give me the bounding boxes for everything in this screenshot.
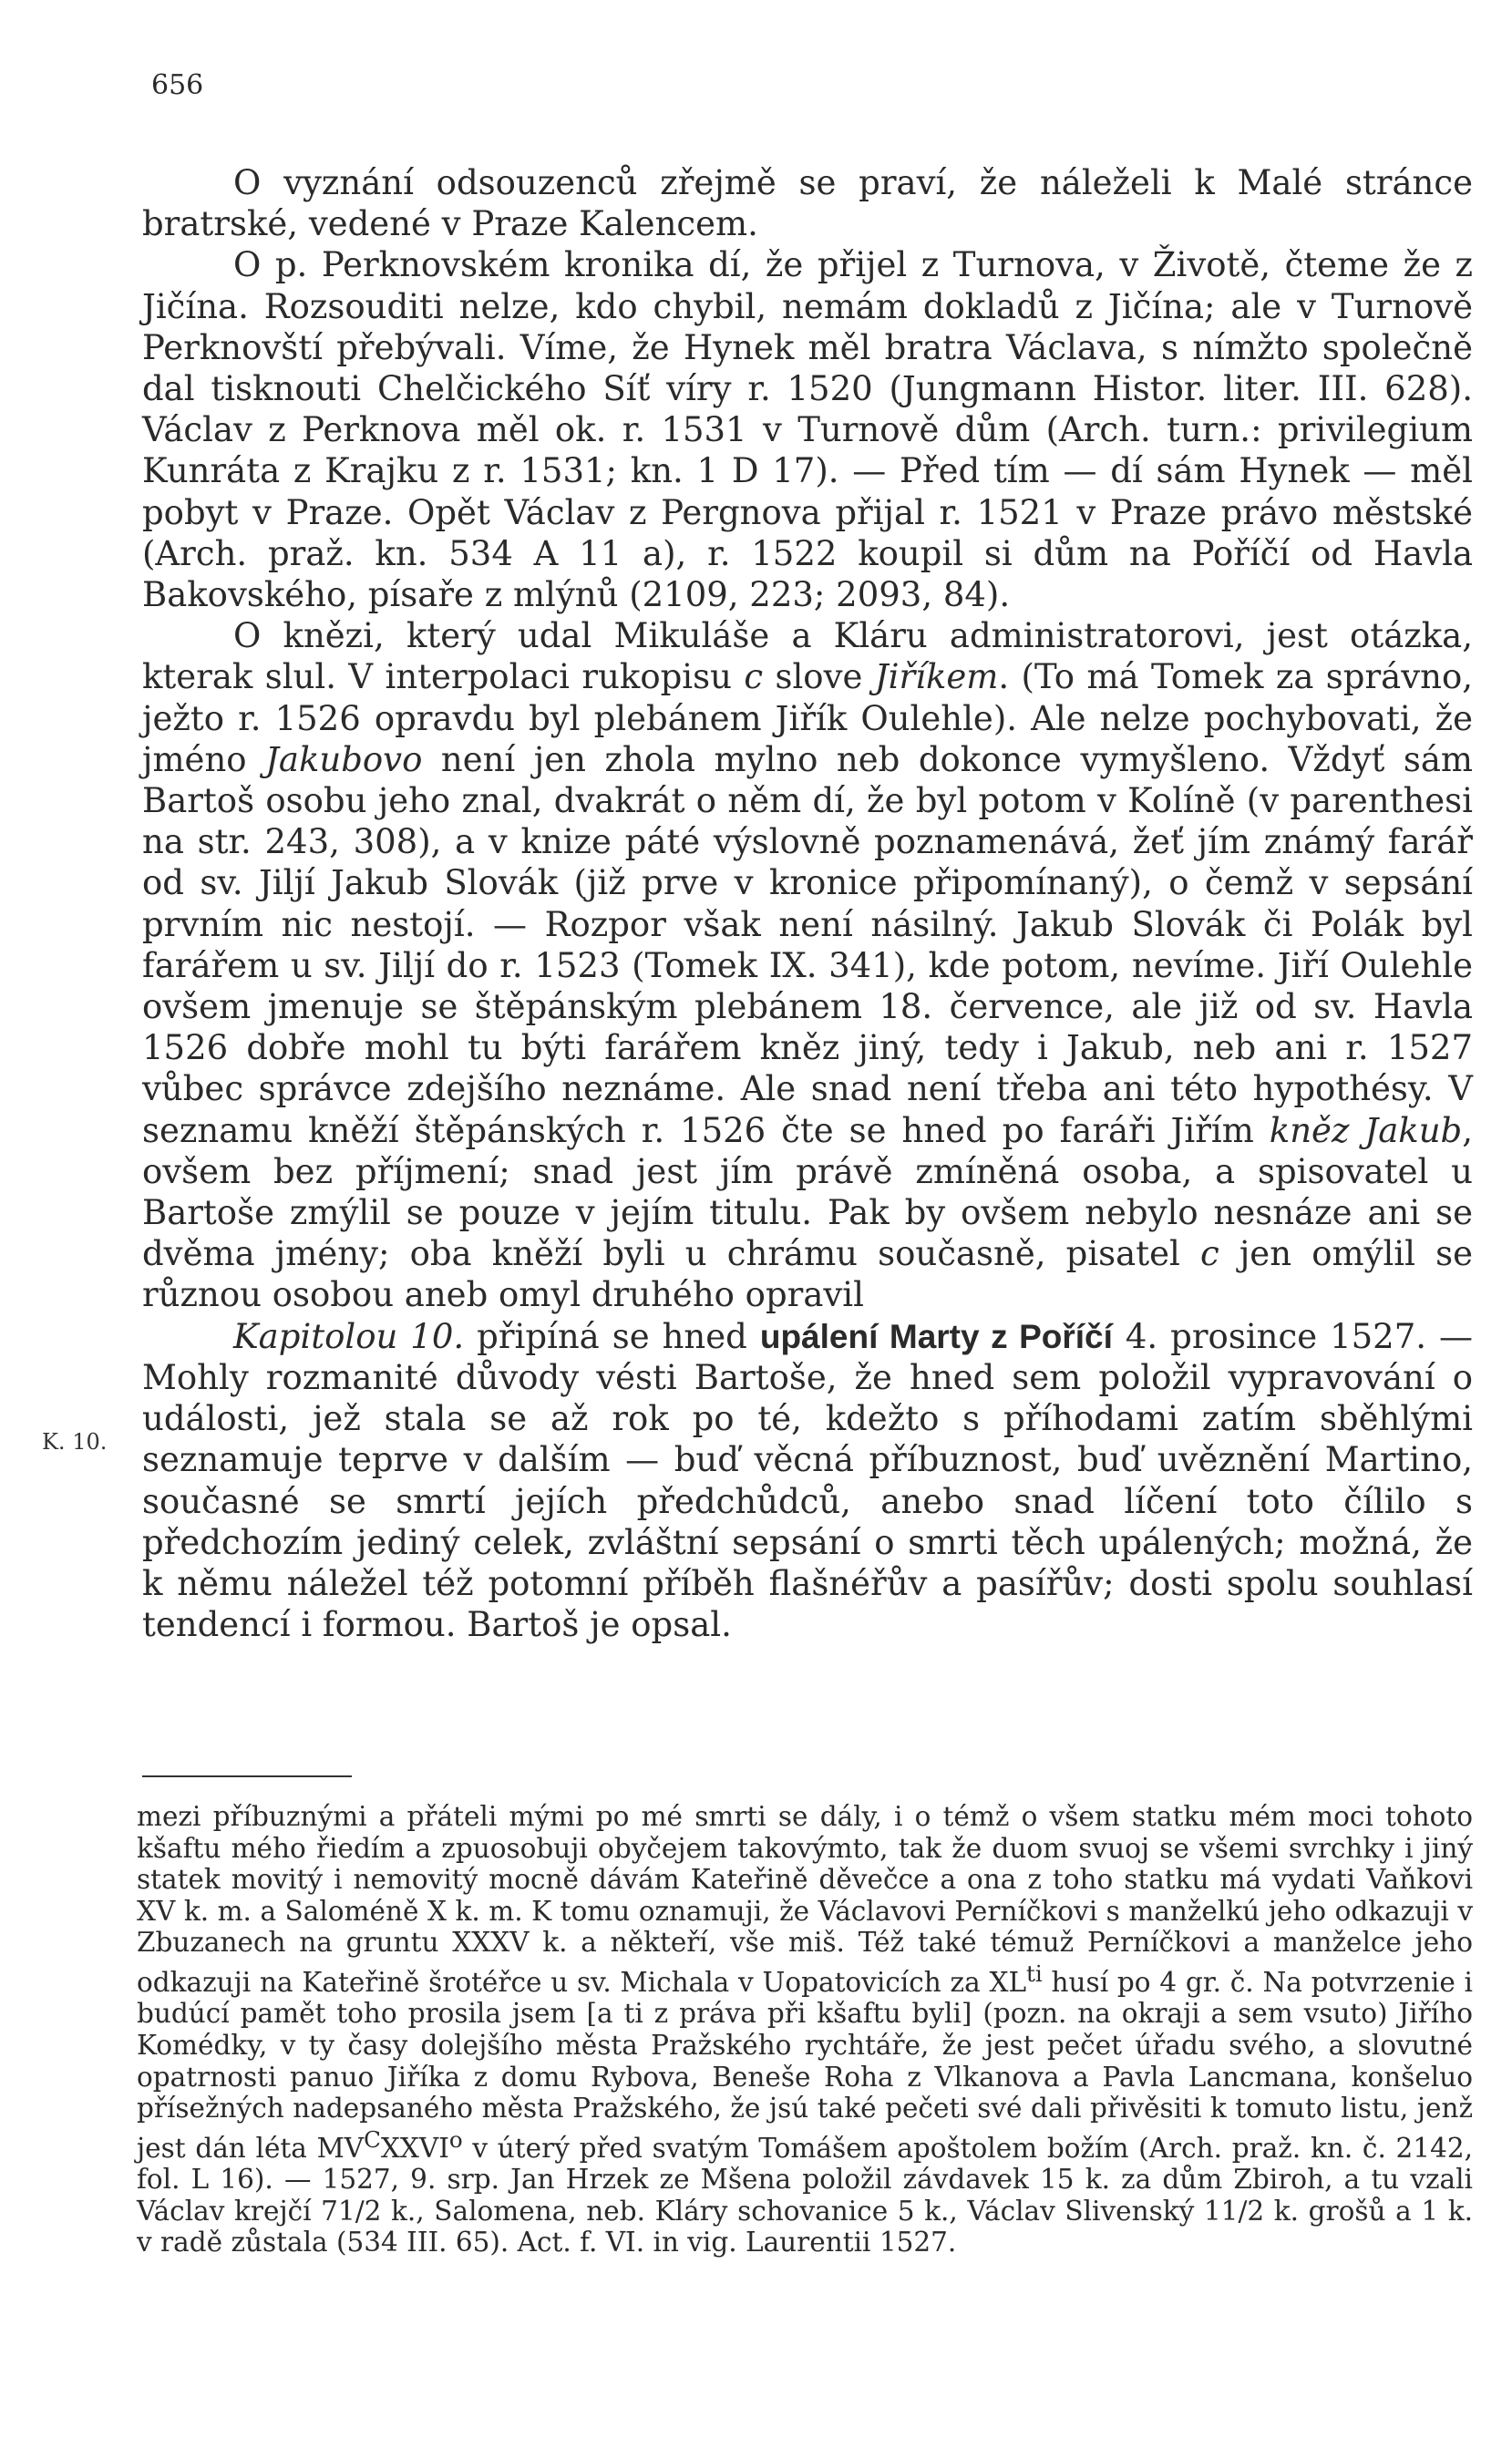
fraction-half: 1/2 <box>337 2195 382 2227</box>
paragraph-3: O knězi, který udal Mikuláše a Kláru administratorovi, jest otázka, kterak slul. V interpolaci rukopisu c slove Jiříkem. (To má Tomek za správno, ježto r. 1526 opravdu byl plebánem Jiřík Oulehle). Ale nelze pochybovati, že jméno Jakubovo není jen zhola mylno neb dokonce vymyšleno. Vždyť sám Bartoš osobu jeho znal, dvakrát o něm dí, že byl potom v Kolíně (v parenthesi na str. 243, 308), a v knize páté výslovně poznamenává, žeť jím známý farář od sv. Jiljí Jakub Slovák (již prve v kronice připomínaný), o čemž v sepsání prvním nic nestojí. — Rozpor však není násilný. Jakub Slovák či Polák byl farářem u sv. Jiljí do r. 1523 (Tomek IX. 341), kde potom, nevíme. Jiří Oulehle ovšem jmenuje se štěpánským plebánem 18. července, ale již od sv. Havla 1526 dobře mohl tu býti farářem kněz jiný, tedy i Jakub, neb ani r. 1527 vůbec správce zdejšího neznáme. Ale snad není třeba ani této hypothésy. V seznamu kněží štěpánských r. 1526 čte se hned po faráři Jiřím kněz Jakub, ovšem bez příjmení; snad jest jím právě zmíněná osoba, a spisovatel u Bartoše zmýlil se pouze v jejím titulu. Pak by ovšem nebylo nesnáze ani se dvěma jmény; oba kněží byli u chrámu současně, pisatel c jen omýlil se různou osobou aneb omyl druhého opravil <box>142 616 1473 1315</box>
main-text <box>142 162 1473 1645</box>
name-knez-jakub: kněz Jakub <box>1269 1110 1463 1150</box>
page-number: 656 <box>151 69 204 101</box>
name-jakubovo: Jakubovo <box>265 739 423 779</box>
footnote-rule <box>142 1775 352 1777</box>
margin-note: K. 10. <box>42 1429 108 1455</box>
chapter-ref: Kapitolou 10. <box>233 1316 465 1356</box>
manuscript-c-2: c <box>1199 1234 1219 1274</box>
name-jirikem: Jiříkem <box>874 657 999 697</box>
paragraph-1: O vyznání odsouzenců zřejmě se praví, že náleželi k Malé stránce bratrské, vedené v Praze Kalencem. <box>142 163 1473 244</box>
paragraph-4: Kapitolou 10. připíná se hned upálení Marty z Poříčí 4. prosince 1527. — Mohly rozmanité důvody vésti Bartoše, že hned sem položil vypravování o události, jež stala se až rok po té, kdežto s příhodami zatím sběhlými seznamuje teprve v dalším — buď věcná příbuznost, buď uvěznění Martino, současné se smrtí jejích předchůdců, anebo snad líčení toto čílilo s předchozím jediný celek, zvláštní sepsání o smrti těch upálených; možná, že k němu náležel též potomní příběh flašnéřův a pasířův; dosti spolu souhlasí tendencí i formou. Bartoš je opsal. <box>142 1316 1474 1645</box>
chapter-heading-bold: upálení Marty z Poříčí <box>759 1317 1113 1355</box>
fraction-half-2: 1/2 <box>1220 2195 1265 2227</box>
footnote-text: mezi příbuznými a přáteli mými po mé smrti se dály, i o témž o všem statku mém moci tohoto kšaftu mého řiedím a zpuosobuji obyčejem takovýmto, tak že duom svuoj se všemi svrchky i jiný statek movitý i nemovitý mocně dávám Kateřině děvečce a ona z toho statku má vydati Vaňkovi XV k. m. a Saloméně X k. m. K tomu oznamuji, že Václavovi Perníčkovi s manželkú jeho odkazuji v Zbuzanech na gruntu XXXV k. a někteří, vše miš. Též také témuž Perníčkovi a manželce jeho odkazuji na Kateřině šrotéřce u sv. Michala v Uopatovicích za $XL^{ti}$ husí po 4 gr. č. Na potvrzenie i budúcí pamět toho prosila jsem [a ti z práva při kšaftu byli] (pozn. na okraji a sem vsuto) Jiřího Komédky, v ty časy dolejšího města Pražského rychtáře, že jest pečet úřadu svého, a slovutné opatrnosti panuo Jiříka z domu Rybova, Beneše Roha z Vlkanova a Pavla Lancmana, konšeluo přísežných nadepsaného města Pražského, že jsú také pečeti své dali přivěsiti k tomuto listu, jenž jest dán léta $MV^CXXVI^o$ v úterý před svatým Tomášem apoštolem božím (Arch. praž. kn. č. 2142, fol. L 16). — 1527, 9. srp. Jan Hrzek ze Mšena položil závdavek 15 k. za dům Zbiroh, a tu vzali Václav krejčí 71/2 k., Salomena, neb. Kláry schovanice 5 k., Václav Slivenský 11/2 k. grošů a 1 k. v radě zůstala (534 III. 65). Act. f. VI. in vig. Laurentii 1527. <box>137 1801 1473 2258</box>
paragraph-2: O p. Perknovském kronika dí, že přijel z Turnova, v Životě, čteme že z Jičína. Rozsouditi nelze, kdo chybil, nemám dokladů z Jičína; ale v Turnově Perknovští přebývali. Víme, že Hynek měl bratra Václava, s nímžto společně dal tisknouti Chelčického Síť víry r. 1520 (Jungmann Histor. liter. III. 628). Václav z Perknova měl ok. r. 1531 v Turnově dům (Arch. turn.: privilegium Kunráta z Krajku z r. 1531; kn. 1 D 17). — Před tím — dí sám Hynek — měl pobyt v Praze. Opět Václav z Pergnova přijal r. 1521 v Praze právo městské (Arch. praž. kn. 534 A 11 a), r. 1522 koupil si dům na Poříčí od Havla Bakovského, písaře z mlýnů (2109, 223; 2093, 84). <box>142 245 1473 615</box>
footnote <box>137 1801 1473 2258</box>
manuscript-c: c <box>744 657 764 697</box>
